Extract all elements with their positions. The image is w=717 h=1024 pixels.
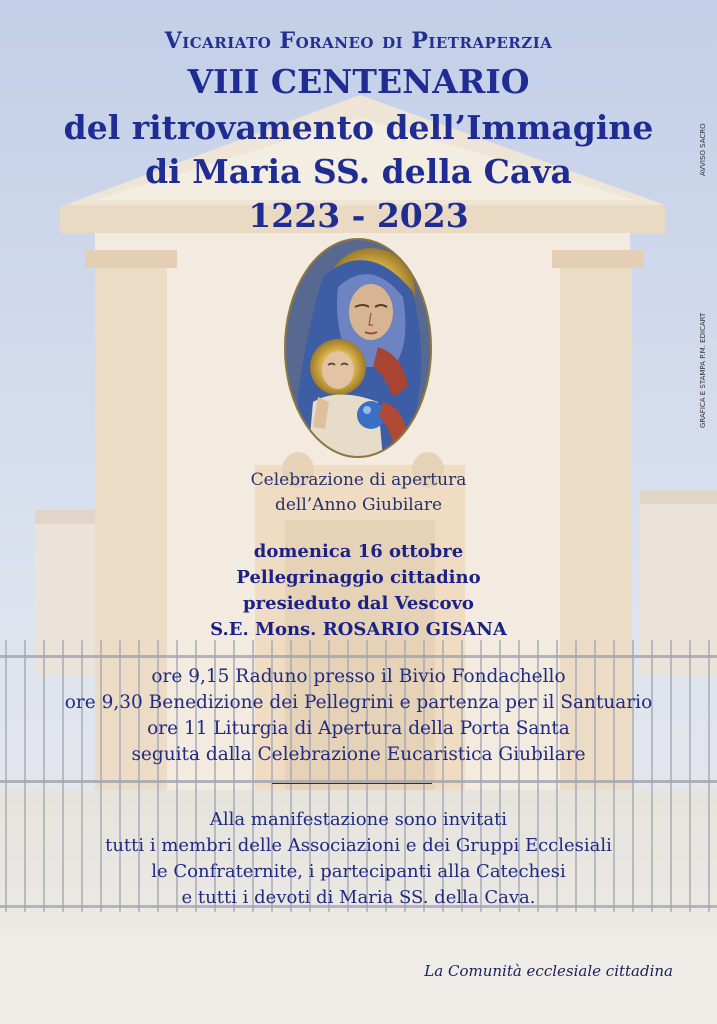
schedule-item: seguita dalla Celebrazione Eucaristica Giubilare — [131, 744, 586, 765]
bishop-name: ROSARIO GISANA — [322, 619, 507, 640]
schedule-item: ore 9,30 Benedizione dei Pellegrini e partenza per il Santuario — [64, 692, 653, 713]
celebration-line-1: Celebrazione di apertura — [250, 470, 467, 490]
madonna-icon — [283, 237, 433, 459]
signature: La Comunità ecclesiale cittadina — [424, 962, 673, 980]
event-pilgrimage: Pellegrinaggio cittadino — [236, 567, 481, 588]
divider — [272, 783, 432, 784]
invitation-line: tutti i membri delle Associazioni e dei Gruppi Ecclesiali — [105, 835, 612, 856]
schedule-item: ore 9,15 Raduno presso il Bivio Fondachello — [151, 666, 566, 687]
invitation-line: le Confraternite, i partecipanti alla Catechesi — [151, 861, 566, 882]
event-date: domenica 16 ottobre — [253, 541, 464, 562]
side-label-grafica: GRAFICA E STAMPA P.M. EDICART — [699, 312, 707, 428]
bishop-title: S.E. Mons. — [210, 619, 323, 640]
celebration-line-2: dell’Anno Giubilare — [274, 495, 443, 515]
title-maria-cava: di Maria SS. della Cava — [145, 152, 572, 191]
invitation-line: Alla manifestazione sono invitati — [209, 809, 508, 830]
title-ritrovamento: del ritrovamento dell’Immagine — [63, 108, 654, 147]
side-label-avviso: AVVISO SACRO — [699, 123, 707, 176]
title-years: 1223 - 2023 — [248, 196, 469, 235]
vicariato-heading: Vicariato Foraneo di Pietraperzia — [164, 28, 553, 54]
title-centenario: VIII CENTENARIO — [187, 62, 530, 101]
invitation-line: e tutti i devoti di Maria SS. della Cava. — [181, 887, 536, 908]
event-bishop — [0, 619, 717, 640]
event-presided: presieduto dal Vescovo — [243, 593, 474, 614]
schedule-item: ore 11 Liturgia di Apertura della Porta Santa — [147, 718, 570, 739]
